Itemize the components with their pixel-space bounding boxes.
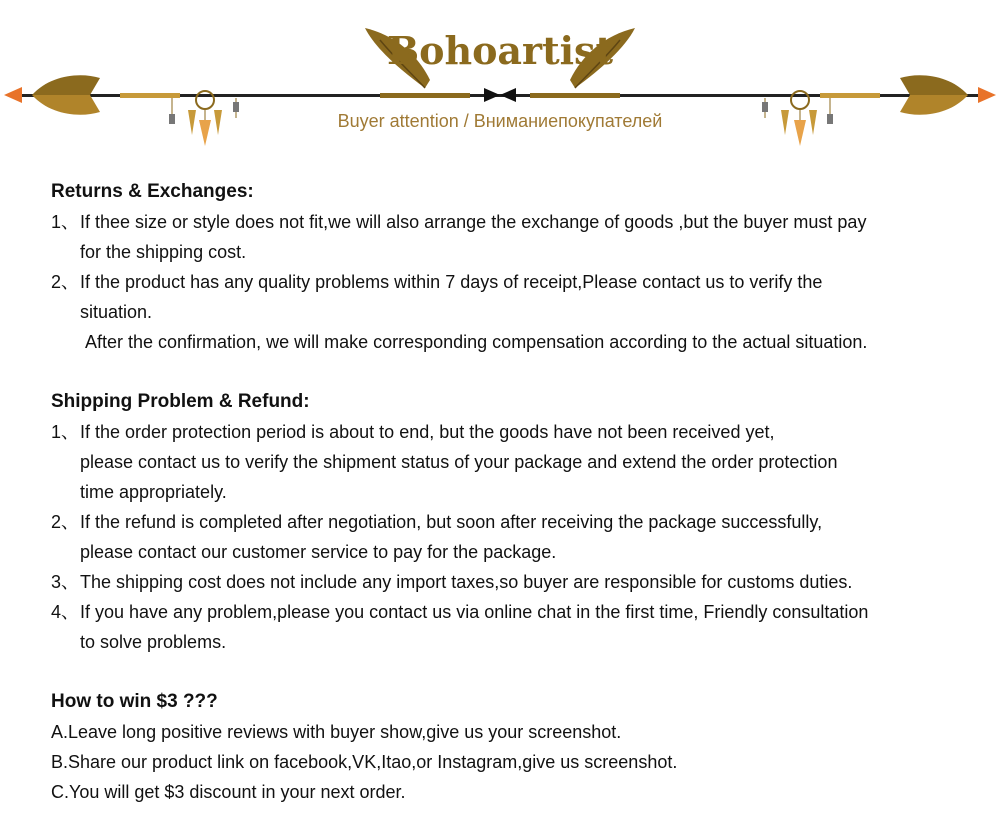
section-heading: How to win $3 ??? (51, 691, 218, 712)
arrow-tip-right-icon (978, 87, 996, 103)
list-item (51, 207, 981, 267)
center-marker-right-icon (500, 88, 516, 102)
win-discount-section (51, 687, 981, 807)
list-item (51, 417, 981, 507)
item-text-line: If the product has any quality problems within 7 days of receipt,Please contact us to verify the (80, 272, 823, 292)
shaft-band-center-left (380, 93, 470, 98)
arrow-banner-graphic (0, 0, 1000, 160)
list-item: A.Leave long positive reviews with buyer show,give us your screenshot. (51, 722, 622, 742)
item-number: 1、 (51, 212, 80, 232)
item-number: 4、 (51, 602, 80, 622)
item-text-line: please contact our customer service to pay for the package. (80, 542, 557, 562)
list-item (51, 567, 981, 597)
list-item (51, 507, 981, 567)
item-number: 2、 (51, 272, 80, 292)
item-text-line: If the order protection period is about to end, but the goods have not been received yet, (80, 422, 775, 442)
header-subtitle: Buyer attention / Вниманиепокупателей (337, 111, 663, 131)
shaft-band-right (820, 93, 880, 98)
list-item (51, 267, 981, 357)
shaft-band-left (120, 93, 180, 98)
item-number: 3、 (51, 572, 80, 592)
feather-fletch-right-top-icon (900, 75, 968, 95)
item-text-line: If the refund is completed after negotiation, but soon after receiving the package successfully, (80, 512, 823, 532)
item-text-line: for the shipping cost. (80, 242, 247, 262)
list-item: C.You will get $3 discount in your next order. (51, 782, 406, 802)
section-heading: Returns & Exchanges: (51, 181, 254, 202)
list-item: B.Share our product link on facebook,VK,Itao,or Instagram,give us screenshot. (51, 752, 678, 772)
shipping-refund-section (51, 387, 981, 657)
center-marker-left-icon (484, 88, 500, 102)
item-text-line: The shipping cost does not include any import taxes,so buyer are responsible for customs duties. (80, 572, 853, 592)
brand-logo-text: Bohoartist (386, 28, 613, 73)
item-text-line: to solve problems. (80, 632, 227, 652)
banner-header (0, 0, 1000, 160)
item-text-line: If you have any problem,please you contact us via online chat in the first time, Friendly consultation (80, 602, 869, 622)
policy-content (51, 177, 981, 837)
item-text-line: time appropriately. (80, 482, 227, 502)
feather-fletch-left-top-icon (32, 75, 100, 95)
item-number: 2、 (51, 512, 80, 532)
shaft-band-center-right (530, 93, 620, 98)
returns-exchanges-section (51, 177, 981, 357)
item-text-line: After the confirmation, we will make corresponding compensation according to the actual situation. (85, 332, 868, 352)
list-item (51, 597, 981, 657)
item-number: 1、 (51, 422, 80, 442)
item-text-line: If thee size or style does not fit,we will also arrange the exchange of goods ,but the buyer must pay (80, 212, 867, 232)
section-heading: Shipping Problem & Refund: (51, 391, 310, 412)
item-text-line: situation. (80, 302, 153, 322)
arrow-tip-left-icon (4, 87, 22, 103)
item-text-line: please contact us to verify the shipment status of your package and extend the order protection (80, 452, 838, 472)
